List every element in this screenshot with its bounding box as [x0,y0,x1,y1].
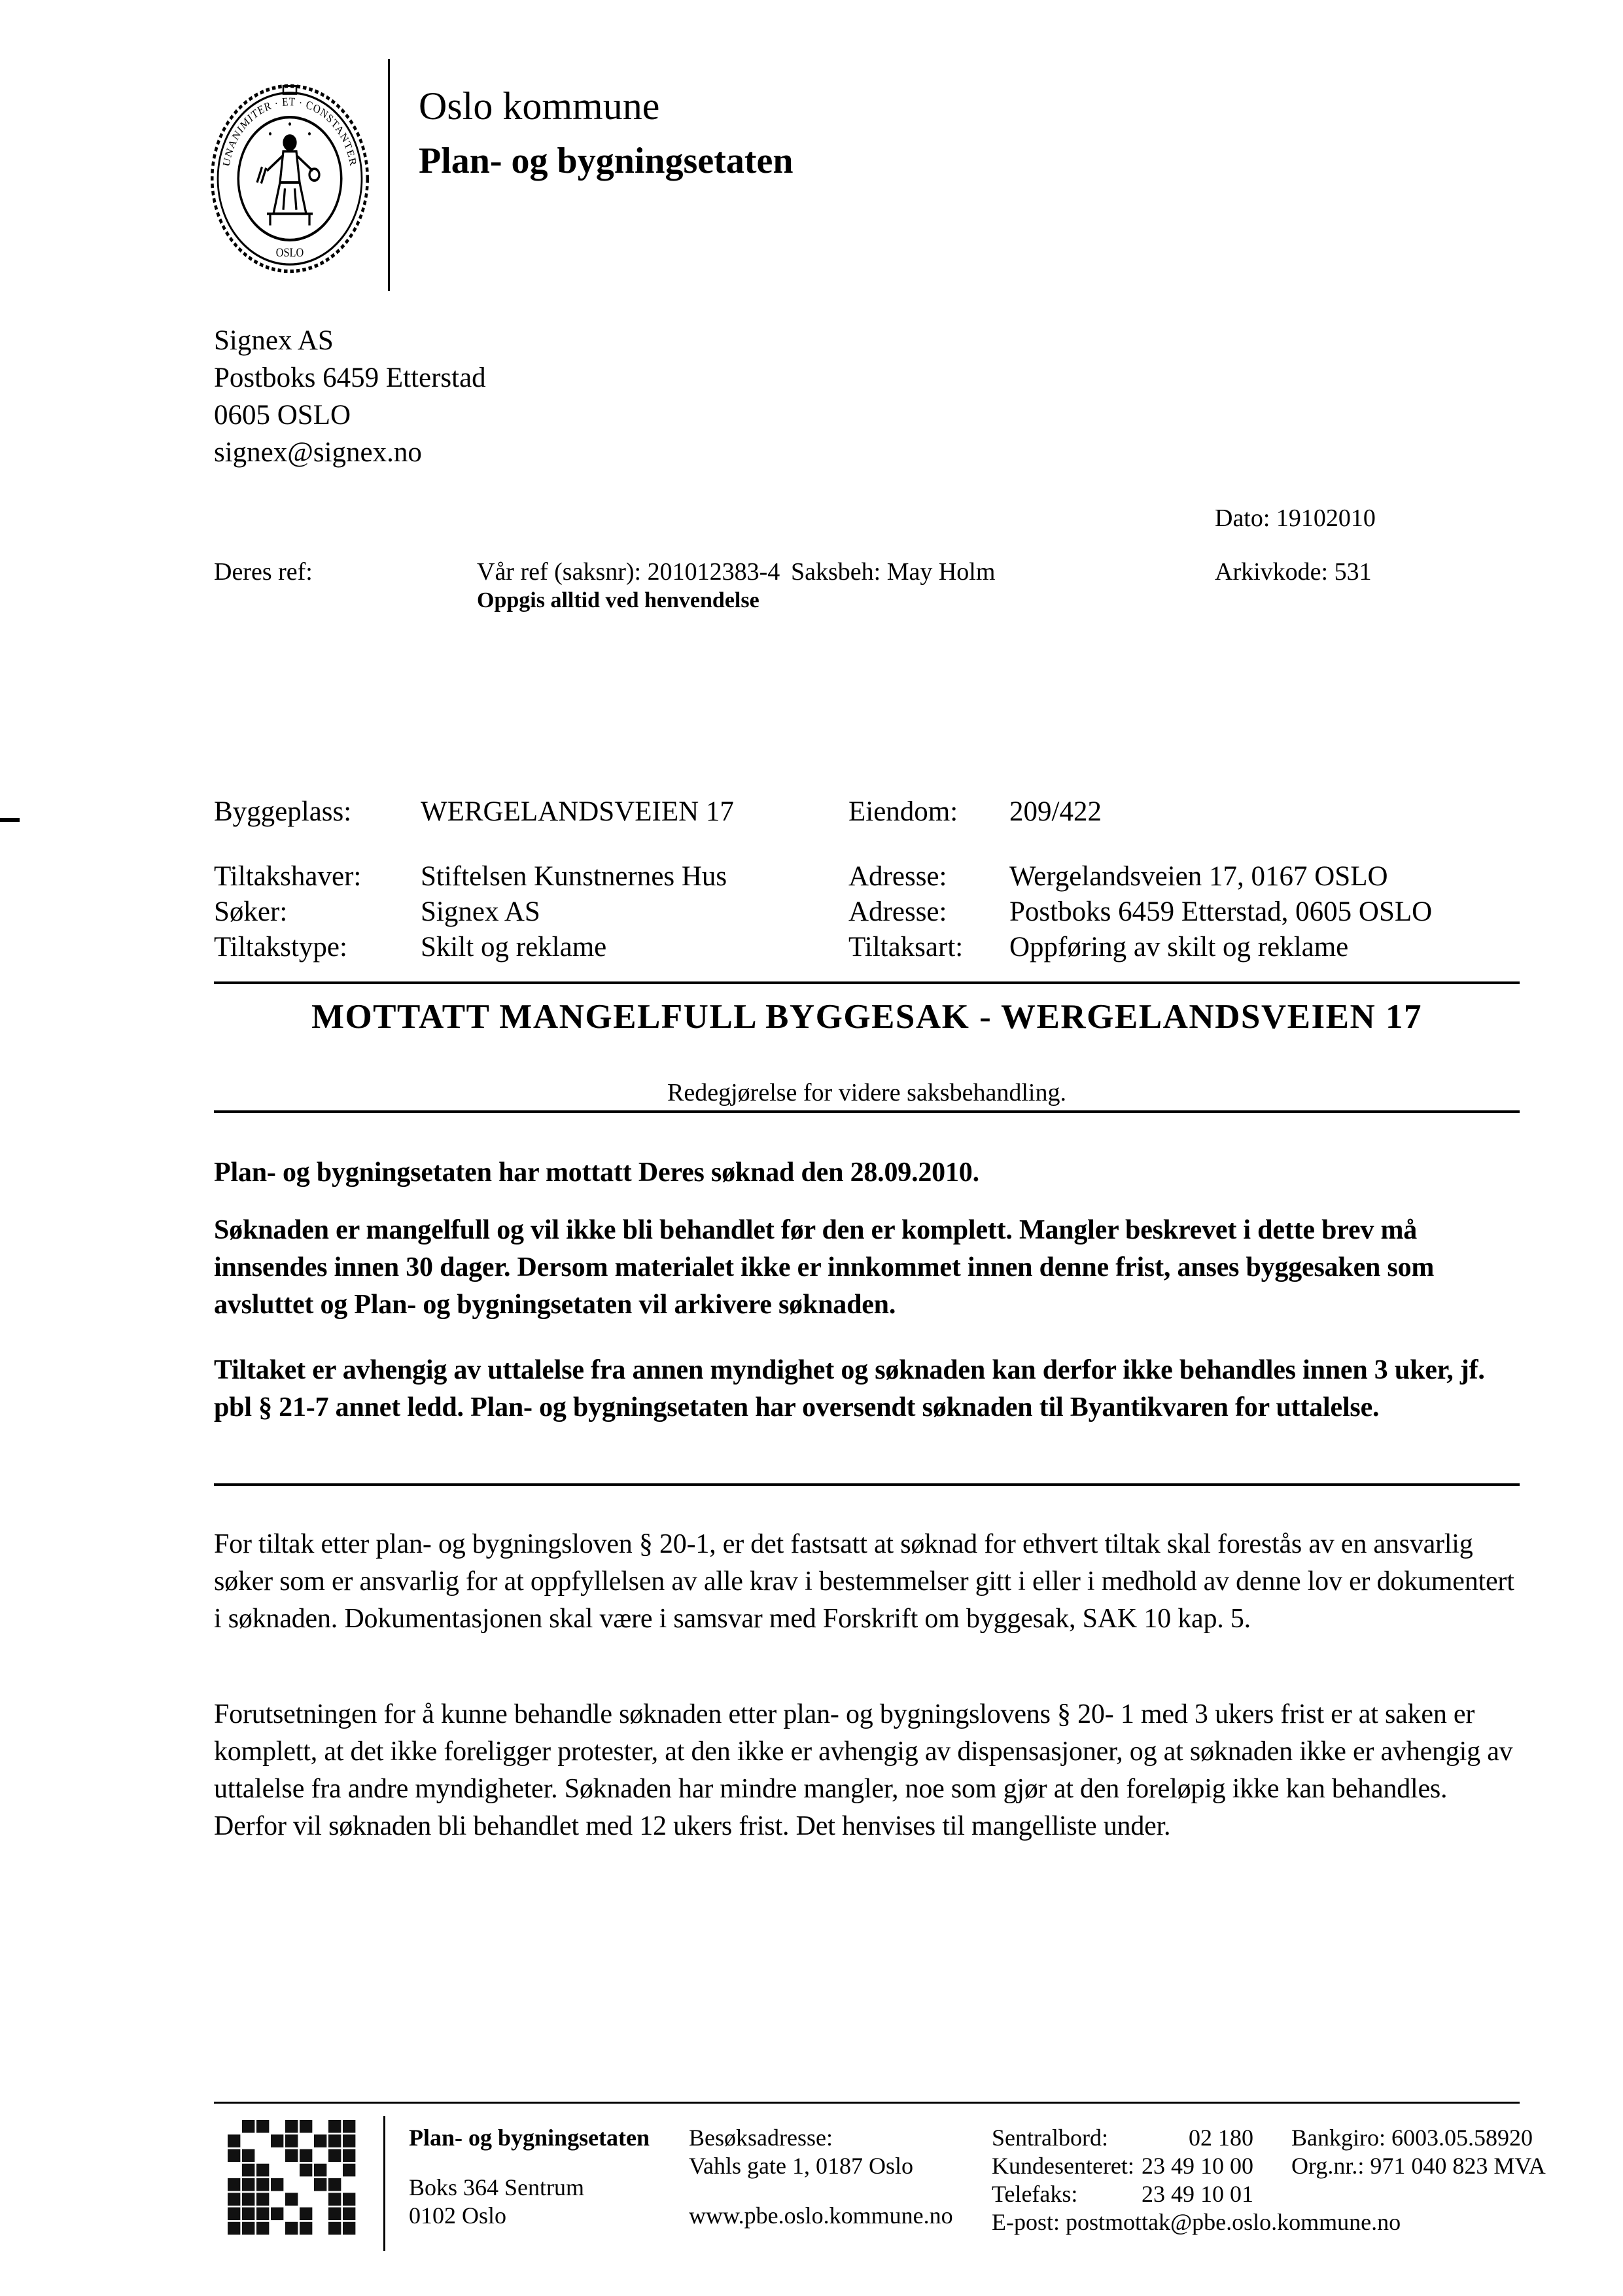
title-rule-top [214,981,1520,984]
case-value: Stiftelsen Kunstnernes Hus [421,861,727,892]
recipient-street: Postboks 6459 Etterstad [214,362,486,393]
footer-phone-label: Kundesenteret: [992,2153,1134,2179]
footer-visit-block [689,2124,953,2230]
footer-address-line2: 0102 Oslo [409,2202,507,2229]
footer-phone-label: Sentralbord: [992,2125,1108,2151]
seal-figure [257,135,319,225]
case-value: Postboks 6459 Etterstad, 0605 OSLO [1009,896,1433,927]
department-name: Plan- og bygningsetaten [419,141,794,181]
var-ref-field: Vår ref (saksnr): 201012383-4 [477,558,780,586]
case-label: Tiltakshaver: [214,861,362,892]
var-ref-note: Oppgis alltid ved henvendelse [477,588,759,612]
archive-code-field: Arkivkode: 531 [1215,558,1372,586]
footer-rule [214,2102,1520,2104]
oslo-kommune-seal-icon [208,81,372,276]
case-row-tiltakshaver [214,859,1526,894]
footer-visit-label: Besøksadresse: [689,2125,833,2151]
case-value: Signex AS [421,896,540,927]
footer-visit-address: Vahls gate 1, 0187 Oslo [689,2153,913,2179]
letter-title: MOTTATT MANGELFULL BYGGESAK - WERGELANDSVEIEN 17 [311,998,1423,1036]
footer-org-block [409,2124,650,2230]
case-label: Eiendom: [848,796,958,827]
bold-paragraph-2: Tiltaket er avhengig av uttalelse fra annen myndighet og søknaden kan derfor ikke behandles innen 3 uker, jf. pbl § 21-7 annet ledd. Plan- og bygningsetaten har oversendt søknaden til Byantikvaren for uttalelse. [214,1355,1485,1422]
case-row-tiltakstype [214,930,1526,965]
footer-email: E-post: postmottak@pbe.oslo.kommune.no [992,2209,1401,2235]
footer-finance-block [1291,2124,1546,2180]
case-value: WERGELANDSVEIEN 17 [421,796,734,827]
paragraph-2: Forutsetningen for å kunne behandle søknaden etter plan- og bygningslovens § 20- 1 med 3 ukers frist er at saken er komplett, at det ikke foreligger protester, at den ikke er avhengig av dispensasjoner, og at søknaden ikke er avhengig av uttalelse fra andre myndigheter. Søknaden har mindre mangler, noe som gjør at den foreløpig ikke kan behandles. Derfor vil søknaden bli behandlet med 12 ukers frist. Det henvises til mangelliste under. [214,1699,1513,1841]
footer-phone-value: 23 49 10 00 [1142,2153,1253,2179]
recipient-name: Signex AS [214,325,334,356]
case-label: Tiltakstype: [214,932,347,963]
footer-website: www.pbe.oslo.kommune.no [689,2202,953,2229]
footer-phone-label: Telefaks: [992,2181,1078,2207]
letter-subtitle: Redegjørelse for videre saksbehandling. [667,1079,1066,1106]
footer-bankgiro: Bankgiro: 6003.05.58920 [1291,2125,1533,2151]
case-label: Tiltaksart: [848,932,964,963]
date-field: Dato: 19102010 [1215,504,1376,532]
footer-org-name: Plan- og bygningsetaten [409,2125,650,2151]
bold-paragraph-1: Søknaden er mangelfull og vil ikke bli behandlet før den er komplett. Mangler beskrevet i dette brev må innsendes innen 30 dager. Dersom materialet ikke er innkommet innen denne frist, anses byggesaken som avsluttet og Plan- og bygningsetaten vil arkivere søknaden. [214,1215,1435,1320]
case-value: Skilt og reklame [421,932,607,963]
case-value: Oppføring av skilt og reklame [1009,932,1349,963]
recipient-block [214,322,486,471]
pbe-pixel-logo-icon [228,2120,357,2236]
recipient-email: signex@signex.no [214,437,422,468]
footer-address-line1: Boks 364 Sentrum [409,2174,585,2200]
caseworker-field: Saksbeh: May Holm [791,558,996,586]
case-label: Adresse: [848,861,947,892]
case-value: Wergelandsveien 17, 0167 OSLO [1009,861,1388,892]
case-row-byggeplass [214,794,1526,830]
case-label: Byggeplass: [214,796,352,827]
case-value: 209/422 [1009,796,1102,827]
case-label: Adresse: [848,896,947,927]
footer-divider [383,2116,385,2251]
case-label: Søker: [214,896,288,927]
footer-orgnr: Org.nr.: 971 040 823 MVA [1291,2153,1546,2179]
title-rule-bottom [214,1110,1520,1113]
mid-rule [214,1483,1520,1486]
seal-dots [269,122,311,135]
deres-ref-label: Deres ref: [214,558,313,586]
seal-bottom-text: OSLO [275,245,304,260]
intro-paragraph: Plan- og bygningsetaten har mottatt Deres søknad den 28.09.2010. [214,1157,979,1188]
seal-ring-text: UNANIMITER · ET · CONSTANTER [220,94,360,168]
paragraph-1: For tiltak etter plan- og bygningsloven § 20-1, er det fastsatt at søknad for ethvert tiltak skal forestås av en ansvarlig søker som er ansvarlig for at oppfyllelsen av alle krav i bestemmelser gitt i eller i medhold av denne lov er dokumentert i søknaden. Dokumentasjonen skal være i samsvar med Forskrift om byggesak, SAK 10 kap. 5. [214,1529,1514,1634]
org-name: Oslo kommune [419,84,660,128]
case-row-soker [214,894,1526,930]
recipient-city: 0605 OSLO [214,400,351,431]
letterhead-divider [388,59,390,291]
footer-phone-value: 23 49 10 01 [1142,2181,1253,2207]
footer-phone-value: 02 180 [1189,2125,1253,2151]
margin-mark [0,818,20,822]
footer-contact-block [992,2124,1401,2236]
